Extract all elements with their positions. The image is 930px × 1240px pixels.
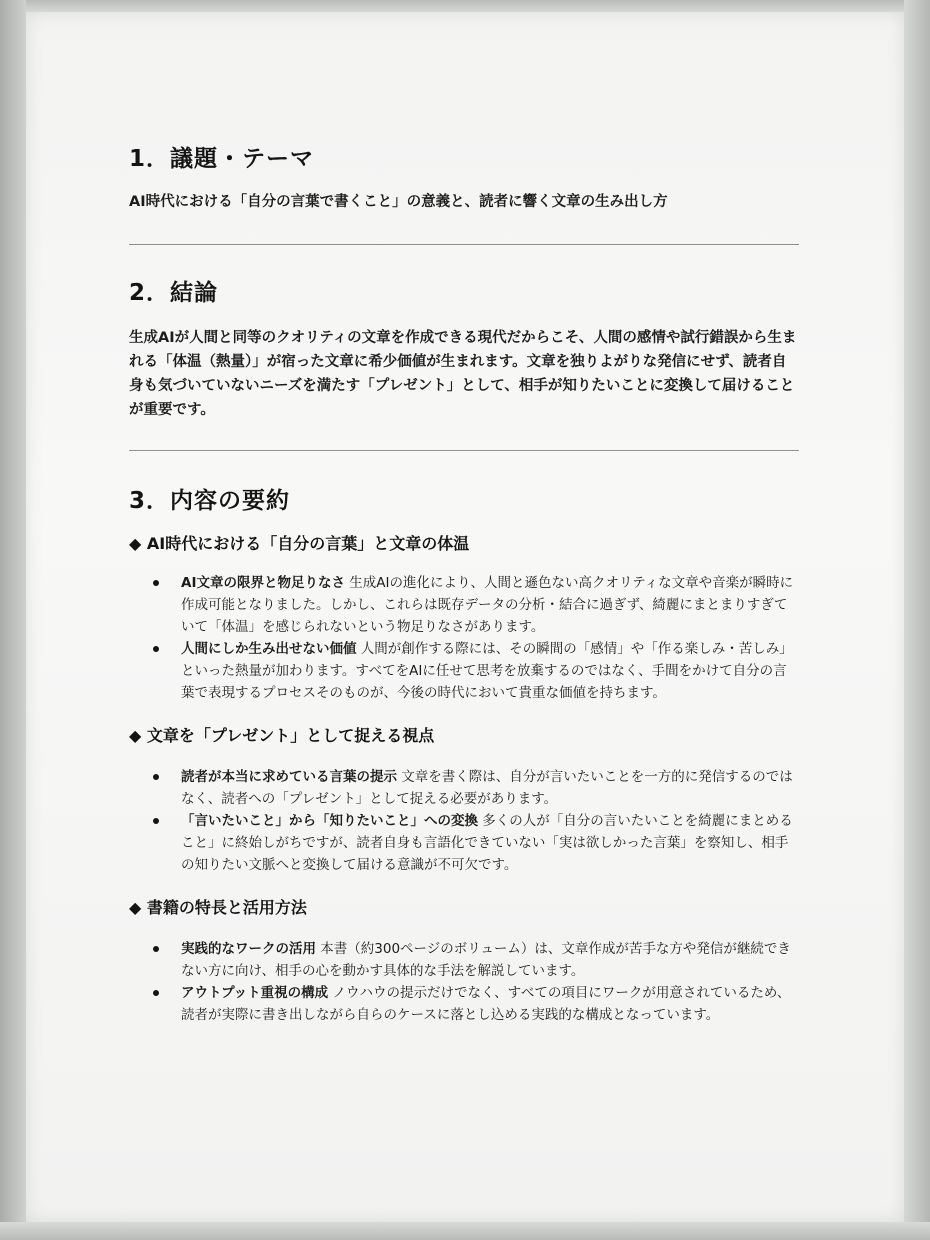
list-item <box>129 638 799 704</box>
bullet-dot-icon <box>153 646 159 652</box>
section-divider <box>129 244 799 245</box>
bullet-lead: 人間にしか生み出せない価値 <box>181 641 357 657</box>
bullet-text: 生成AIの進化により、人間と遜色ない高クオリティな文章や音楽が瞬時に作成可能となりました。しかし、これらは既存データの分析・結合に過ぎず、綺麗にまとまりすぎていて「体温」を感じられないという物足りなさがあります。 <box>181 575 794 635</box>
monitor-bezel-right <box>904 0 930 1240</box>
section-divider <box>129 450 799 451</box>
monitor-bezel-top <box>0 0 930 12</box>
subsection-title: ◆ AI時代における「自分の言葉」と文章の体温 <box>129 534 470 553</box>
bullet-dot-icon <box>153 818 159 824</box>
conclusion-text: 生成AIが人間と同等のクオリティの文章を作成できる現代だからこそ、人間の感情や試行錯誤から生まれる「体温（熱量）」が宿った文章に希少価値が生まれます。文章を独りよがりな発信にせず、読者自身も気づいていないニーズを満たす「プレゼント」として、相手が知りたいことに変換して届けることが重要です。 <box>129 330 797 418</box>
bullet-list <box>129 766 799 876</box>
document-content <box>129 142 799 1026</box>
bullet-text: 本書（約300ページのボリューム）は、文章作成が苦手な方や発信が継続できない方に向け、相手の心を動かす具体的な手法を解説しています。 <box>181 941 791 979</box>
list-item <box>129 982 799 1026</box>
bullet-dot-icon <box>153 774 159 780</box>
bullet-dot-icon <box>153 946 159 952</box>
bullet-lead: 読者が本当に求めている言葉の提示 <box>181 769 397 785</box>
list-item <box>129 938 799 982</box>
bullet-lead: アウトプット重視の構成 <box>181 985 329 1001</box>
bullet-dot-icon <box>153 580 159 586</box>
document-page <box>26 12 904 1222</box>
subsection-title: ◆ 文章を「プレゼント」として捉える視点 <box>129 726 435 745</box>
bullet-text: 人間が創作する際には、その瞬間の「感情」や「作る楽しみ・苦しみ」といった熱量が加わります。すべてをAIに任せて思考を放棄するのではなく、手間をかけて自分の言葉で表現するプロセスそのものが、今後の時代において貴重な価値を持ちます。 <box>181 641 793 701</box>
bullet-lead: 「言いたいこと」から「知りたいこと」への変換 <box>181 813 478 829</box>
bullet-lead: AI文章の限界と物足りなさ <box>181 575 345 591</box>
bullet-lead: 実践的なワークの活用 <box>181 941 316 957</box>
section-heading-topic: 1．議題・テーマ <box>129 146 315 172</box>
topic-text: AI時代における「自分の言葉で書くこと」の意義と、読者に響く文章の生み出し方 <box>129 194 668 210</box>
list-item <box>129 810 799 876</box>
bullet-text: 文章を書く際は、自分が言いたいことを一方的に発信するのではなく、読者への「プレゼント」として捉える必要があります。 <box>181 769 793 807</box>
bullet-text: 多くの人が「自分の言いたいことを綺麗にまとめること」に終始しがちですが、読者自身も言語化できていない「実は欲しかった言葉」を察知し、相手の知りたい文脈へと変換して届ける意識が不可欠です。 <box>181 813 793 873</box>
list-item <box>129 572 799 638</box>
bullet-list <box>129 572 799 704</box>
list-item <box>129 766 799 810</box>
section-heading-summary: 3．内容の要約 <box>129 488 291 514</box>
bullet-list <box>129 938 799 1026</box>
bullet-text: ノウハウの提示だけでなく、すべての項目にワークが用意されているため、読者が実際に書き出しながら自らのケースに落とし込める実践的な構成となっています。 <box>181 985 791 1023</box>
bullet-dot-icon <box>153 990 159 996</box>
subsection-title: ◆ 書籍の特長と活用方法 <box>129 898 307 917</box>
monitor-bezel-left <box>0 0 26 1240</box>
monitor-bezel-bottom <box>0 1222 930 1240</box>
section-heading-conclusion: 2．結論 <box>129 280 219 306</box>
